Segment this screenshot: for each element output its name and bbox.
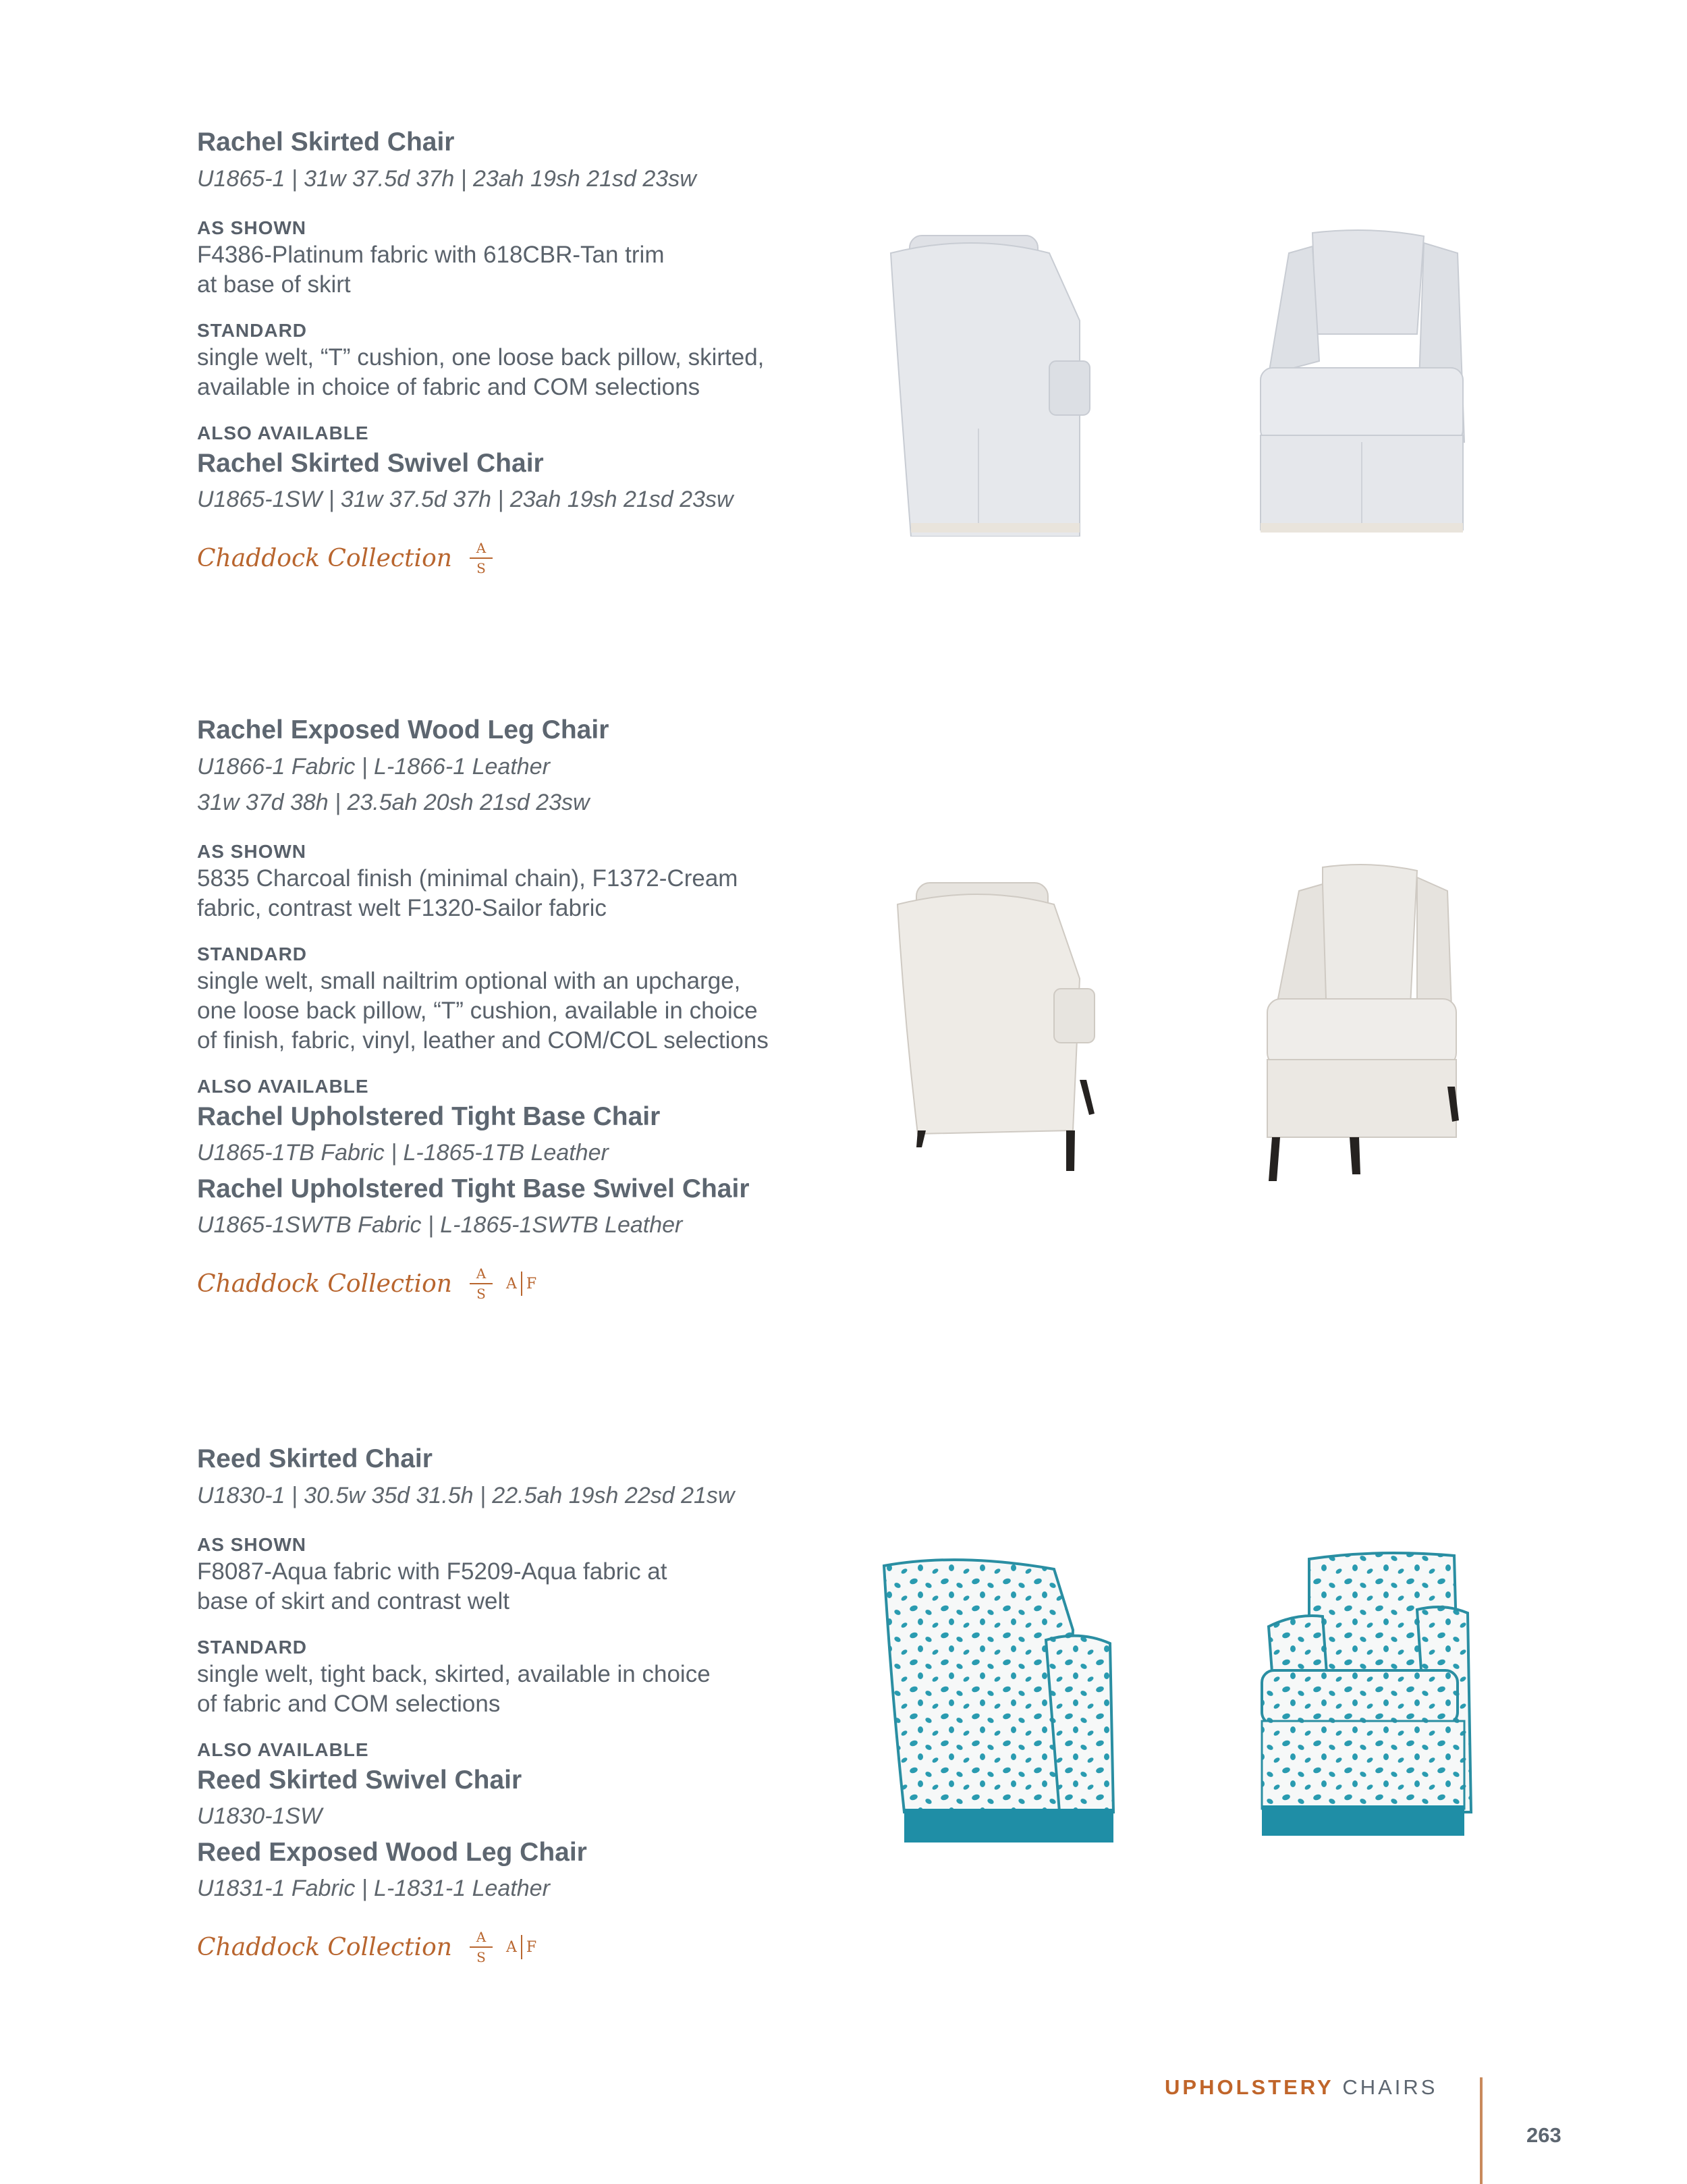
collection-line	[197, 1930, 872, 1965]
chair-front-view	[1261, 230, 1464, 533]
footer-category-highlight: UPHOLSTERY	[1165, 2075, 1334, 2099]
as-badge-icon: A S	[470, 1266, 493, 1301]
af-badge-icon: A F	[506, 1935, 536, 1959]
product-title: Rachel Skirted Chair	[197, 128, 455, 157]
as-shown-label: AS SHOWN	[197, 217, 306, 238]
also-available-code: U1865-1SW | 31w 37.5d 37h | 23ah 19sh 21sd 23sw	[197, 487, 734, 512]
footer-category	[1165, 2075, 1437, 2100]
product-image-rachel-skirted	[877, 226, 1485, 537]
also-available-name: Reed Exposed Wood Leg Chair	[197, 1838, 587, 1867]
standard-text: single welt, tight back, skirted, available in choice of fabric and COM selections	[197, 1661, 711, 1717]
footer-category-rest: CHAIRS	[1342, 2075, 1438, 2099]
product-title: Reed Skirted Chair	[197, 1444, 433, 1473]
as-shown-text: F8087-Aqua fabric with F5209-Aqua fabric at base of skirt and contrast welt	[197, 1558, 667, 1614]
as-shown-label: AS SHOWN	[197, 841, 306, 862]
as-badge-icon: A S	[470, 541, 493, 576]
af-badge-icon: A F	[506, 1272, 536, 1296]
standard-label: STANDARD	[197, 320, 308, 341]
also-available-name: Rachel Upholstered Tight Base Chair	[197, 1102, 661, 1131]
collection-line	[197, 541, 872, 576]
also-available-name: Reed Skirted Swivel Chair	[197, 1766, 522, 1795]
product-rachel-exposed-wood-leg-chair	[197, 711, 872, 1301]
also-available-label: ALSO AVAILABLE	[197, 422, 369, 443]
as-shown-text: 5835 Charcoal finish (minimal chain), F1372-Cream fabric, contrast welt F1320-Sailor fabric	[197, 865, 738, 921]
product-image-reed-skirted	[877, 1549, 1485, 1846]
also-available-code: U1830-1SW	[197, 1803, 323, 1829]
also-available-code: U1831-1 Fabric | L-1831-1 Leather	[197, 1876, 550, 1901]
also-available-code: U1865-1SWTB Fabric | L-1865-1SWTB Leather	[197, 1212, 683, 1238]
also-available-name: Rachel Skirted Swivel Chair	[197, 449, 544, 478]
also-available-label: ALSO AVAILABLE	[197, 1076, 369, 1097]
chair-back-view	[891, 236, 1090, 537]
chair-front-view	[1262, 1553, 1471, 1836]
standard-text: single welt, small nailtrim optional with an upcharge, one loose back pillow, “T” cushion, available in choice of finish, fabric, vinyl, leather and COM/COL selections	[197, 968, 769, 1054]
chair-back-view	[897, 883, 1095, 1171]
product-rachel-skirted-chair	[197, 124, 872, 576]
product-spec: U1830-1 | 30.5w 35d 31.5h | 22.5ah 19sh 22sd 21sw	[197, 1483, 735, 1508]
footer-divider	[1480, 2077, 1483, 2184]
product-spec-dimensions: 31w 37d 38h | 23.5ah 20sh 21sd 23sw	[197, 790, 590, 815]
as-badge-icon: A S	[470, 1930, 493, 1965]
collection-name: Chaddock Collection	[197, 544, 452, 572]
page-number: 263	[1526, 2123, 1561, 2147]
collection-line	[197, 1266, 872, 1301]
also-available-label: ALSO AVAILABLE	[197, 1739, 369, 1760]
product-spec: U1866-1 Fabric | L-1866-1 Leather	[197, 754, 550, 780]
also-available-name: Rachel Upholstered Tight Base Swivel Chair	[197, 1174, 750, 1203]
standard-label: STANDARD	[197, 1637, 308, 1658]
chair-front-view	[1267, 865, 1459, 1181]
also-available-code: U1865-1TB Fabric | L-1865-1TB Leather	[197, 1140, 609, 1166]
product-image-rachel-exposed-wood-leg	[877, 864, 1485, 1188]
collection-name: Chaddock Collection	[197, 1270, 452, 1298]
as-shown-text: F4386-Platinum fabric with 618CBR-Tan trim at base of skirt	[197, 242, 665, 298]
standard-text: single welt, “T” cushion, one loose back pillow, skirted, available in choice of fabric and COM selections	[197, 344, 765, 400]
product-title: Rachel Exposed Wood Leg Chair	[197, 715, 609, 744]
chair-back-view	[884, 1560, 1113, 1842]
product-reed-skirted-chair	[197, 1440, 872, 1965]
collection-name: Chaddock Collection	[197, 1933, 452, 1961]
as-shown-label: AS SHOWN	[197, 1534, 306, 1555]
product-spec: U1865-1 | 31w 37.5d 37h | 23ah 19sh 21sd 23sw	[197, 166, 696, 192]
standard-label: STANDARD	[197, 944, 308, 964]
